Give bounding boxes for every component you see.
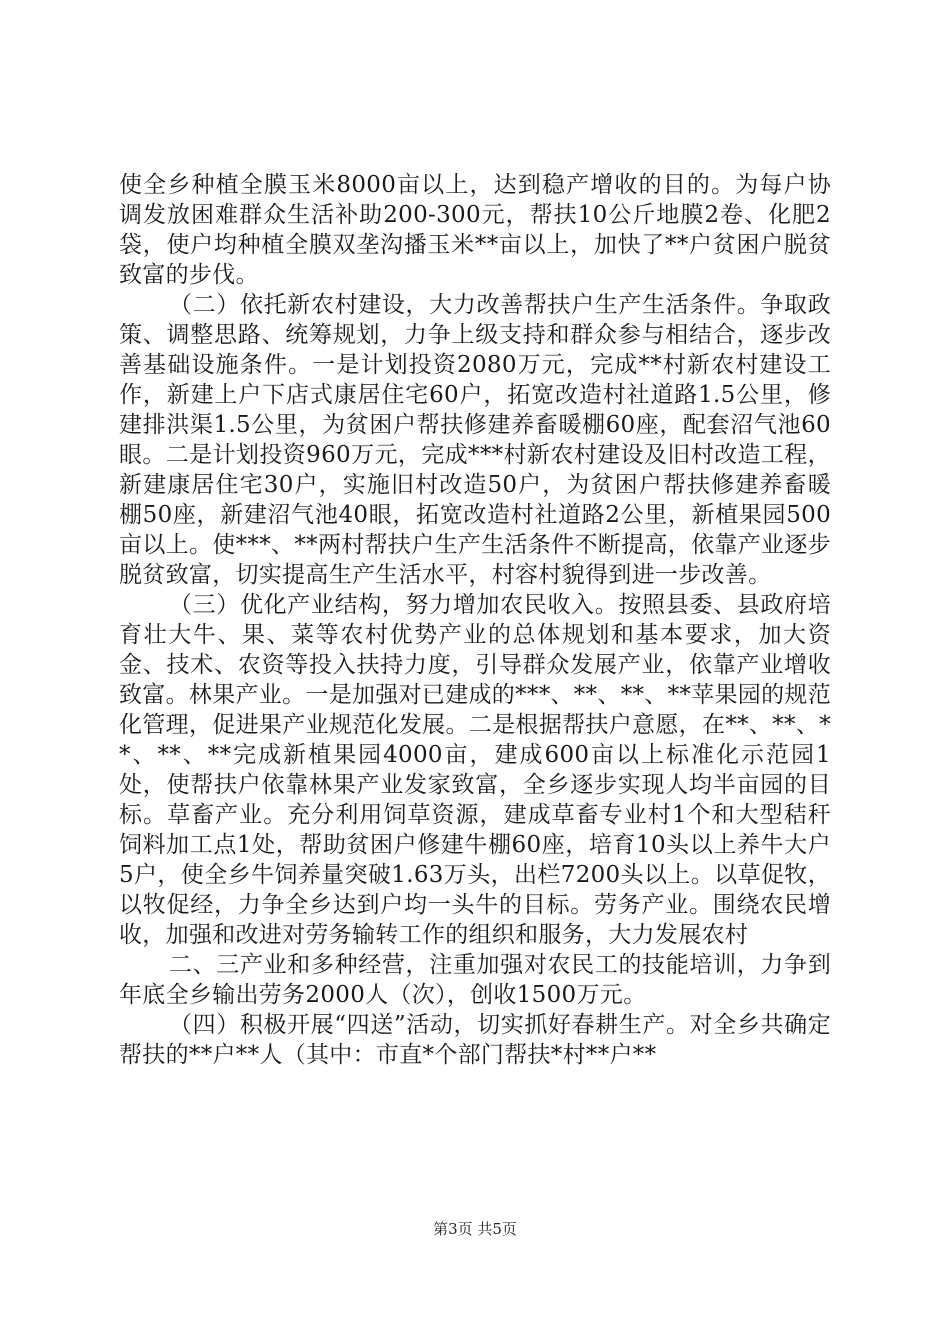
paragraph-industry-continuation: 二、三产业和多种经营，注重加强对农民工的技能培训，力争到年底全乡输出劳务2000人（次），创收1500万元。 <box>119 952 831 1008</box>
document-body <box>119 170 831 1070</box>
paragraph-section-two: （二）依托新农村建设，大力改善帮扶户生产生活条件。争取政策、调整思路、统筹规划，力争上级支持和群众参与相结合，逐步改善基础设施条件。一是计划投资2080万元，完成**村新农村建设工作，新建上户下店式康居住宅60户，拓宽改造村社道路1.5公里，修建排洪渠1.5公里，为贫困户帮扶修建养畜暖棚60座，配套沼气池60眼。二是计划投资960万元，完成***村新农村建设及旧村改造工程，新建康居住宅30户，实施旧村改造50户，为贫困户帮扶修建养畜暖棚50座，新建沼气池40眼，拓宽改造村社道路2公里，新植果园500亩以上。使***、**两村帮扶户生产生活条件不断提高，依靠产业逐步脱贫致富，切实提高生产生活水平，村容村貌得到进一步改善。 <box>119 292 831 588</box>
paragraph-continuation: 使全乡种植全膜玉米8000亩以上，达到稳产增收的目的。为每户协调发放困难群众生活补助200-300元，帮扶10公斤地膜2卷、化肥2袋，使户均种植全膜双垄沟播玉米**亩以上，加快了**户贫困户脱贫致富的步伐。 <box>119 172 831 288</box>
paragraph-section-four: （四）积极开展“四送”活动，切实抓好春耕生产。对全乡共确定帮扶的**户**人（其中：市直*个部门帮扶*村**户** <box>119 1012 831 1068</box>
paragraph-section-three: （三）优化产业结构，努力增加农民收入。按照县委、县政府培育壮大牛、果、菜等农村优势产业的总体规划和基本要求，加大资金、技术、农资等投入扶持力度，引导群众发展产业，依靠产业增收致富。林果产业。一是加强对已建成的***、**、**、**苹果园的规范化管理，促进果产业规范化发展。二是根据帮扶户意愿，在**、**、**、**、**完成新植果园4000亩，建成600亩以上标准化示范园1处，使帮扶户依靠林果产业发家致富，全乡逐步实现人均半亩园的目标。草畜产业。充分利用饲草资源，建成草畜专业村1个和大型秸秆饲料加工点1处，帮助贫困户修建牛棚60座，培育10头以上养牛大户5户，使全乡牛饲养量突破1.63万头，出栏7200头以上。以草促牧，以牧促经，力争全乡达到户均一头牛的目标。劳务产业。围绕农民增收，加强和改进对劳务输转工作的组织和服务，大力发展农村 <box>119 592 831 948</box>
page-footer: 第3页 共5页 <box>433 1220 517 1238</box>
